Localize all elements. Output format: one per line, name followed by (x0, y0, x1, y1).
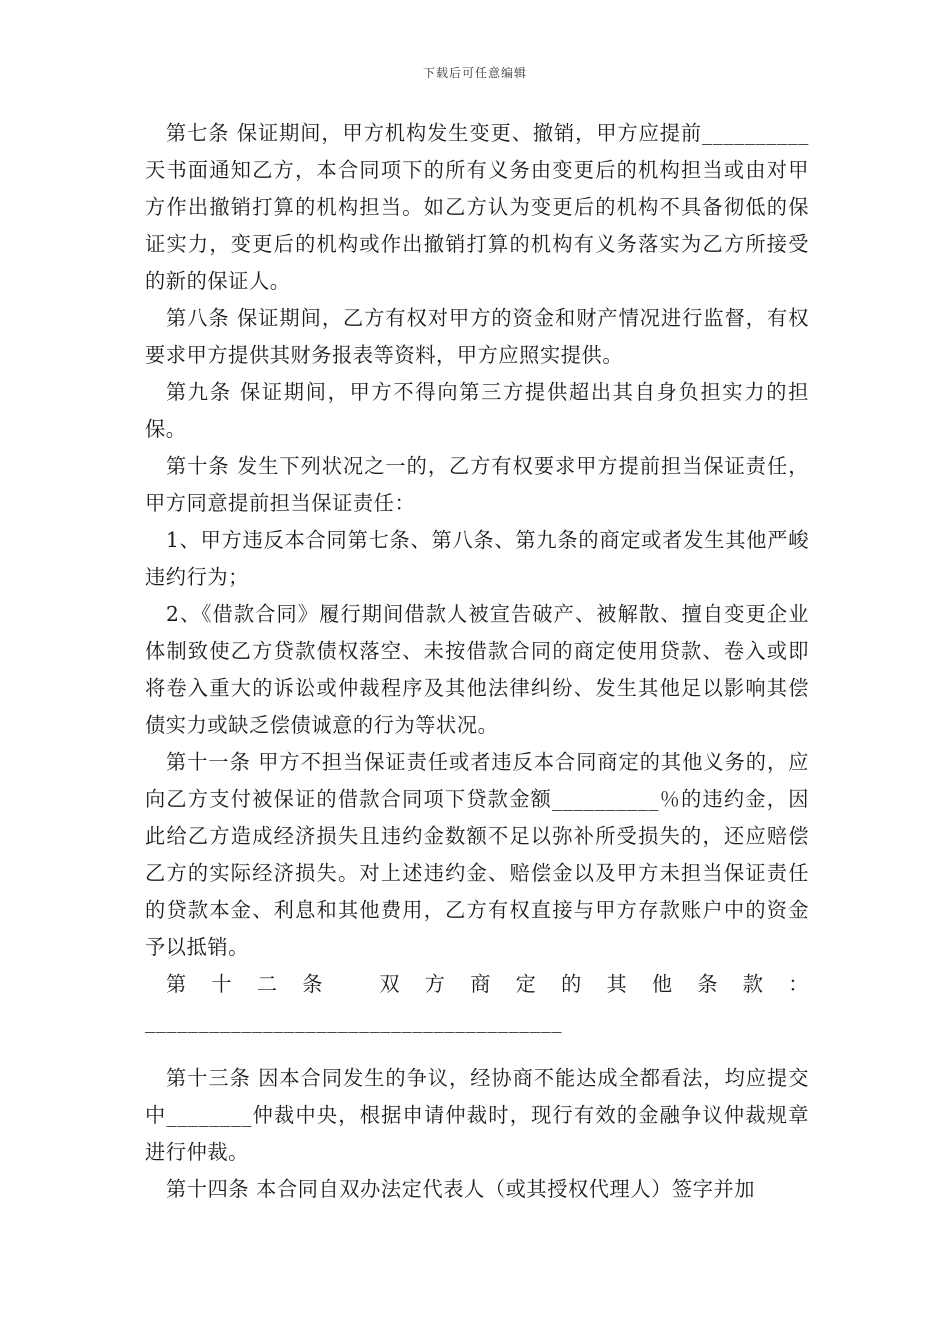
clause-14: 第十四条 本合同自双办法定代表人（或其授权代理人）签字并加 (166, 1177, 756, 1201)
clause-12: 第十二条 双方商定的其他条款：_______________________________________ (145, 972, 809, 1033)
clause-10: 第十条 发生下列状况之一的，乙方有权要求甲方提前担当保证责任，甲方同意提前担当保证责任： (145, 454, 809, 515)
clause-11: 第十一条 甲方不担当保证责任或者违反本合同商定的其他义务的，应向乙方支付被保证的借款合同项下贷款金额__________％的违约金，因此给乙方造成经济损失且违约金数额不足以弥补所受损失的，还应赔偿乙方的实际经济损失。对上述违约金、赔偿金以及甲方未担当保证责任的贷款本金、利息和其他费用，乙方有权直接与甲方存款账户中的资金予以抵销。 (145, 750, 809, 959)
clause-10-item-2: 2、《借款合同》履行期间借款人被宣告破产、被解散、擅自变更企业体制致使乙方贷款债权落空、未按借款合同的商定使用贷款、卷入或即将卷入重大的诉讼或仲裁程序及其他法律纠纷、发生其他足以影响其偿债实力或缺乏偿债诚意的行为等状况。 (145, 602, 809, 737)
clause-8: 第八条 保证期间，乙方有权对甲方的资金和财产情况进行监督，有权要求甲方提供其财务报表等资料，甲方应照实提供。 (145, 306, 809, 367)
clause-7: 第七条 保证期间，甲方机构发生变更、撤销，甲方应提前__________天书面通知乙方，本合同项下的所有义务由变更后的机构担当或由对甲方作出撤销打算的机构担当。如乙方认为变更后的机构不具备彻低的保证实力，变更后的机构或作出撤销打算的机构有义务落实为乙方所接受的新的保证人。 (145, 121, 809, 293)
page-header-note: 下载后可任意编辑 (422, 66, 527, 80)
document-body (145, 115, 809, 1208)
clause-9: 第九条 保证期间，甲方不得向第三方提供超出其自身负担实力的担保。 (145, 380, 809, 441)
clause-13: 第十三条 因本合同发生的争议，经协商不能达成全都看法，均应提交中________仲裁中央，根据申请仲裁时，现行有效的金融争议仲裁规章进行仲裁。 (145, 1066, 809, 1164)
clause-10-item-1: 1、甲方违反本合同第七条、第八条、第九条的商定或者发生其他严峻违约行为； (145, 528, 809, 589)
